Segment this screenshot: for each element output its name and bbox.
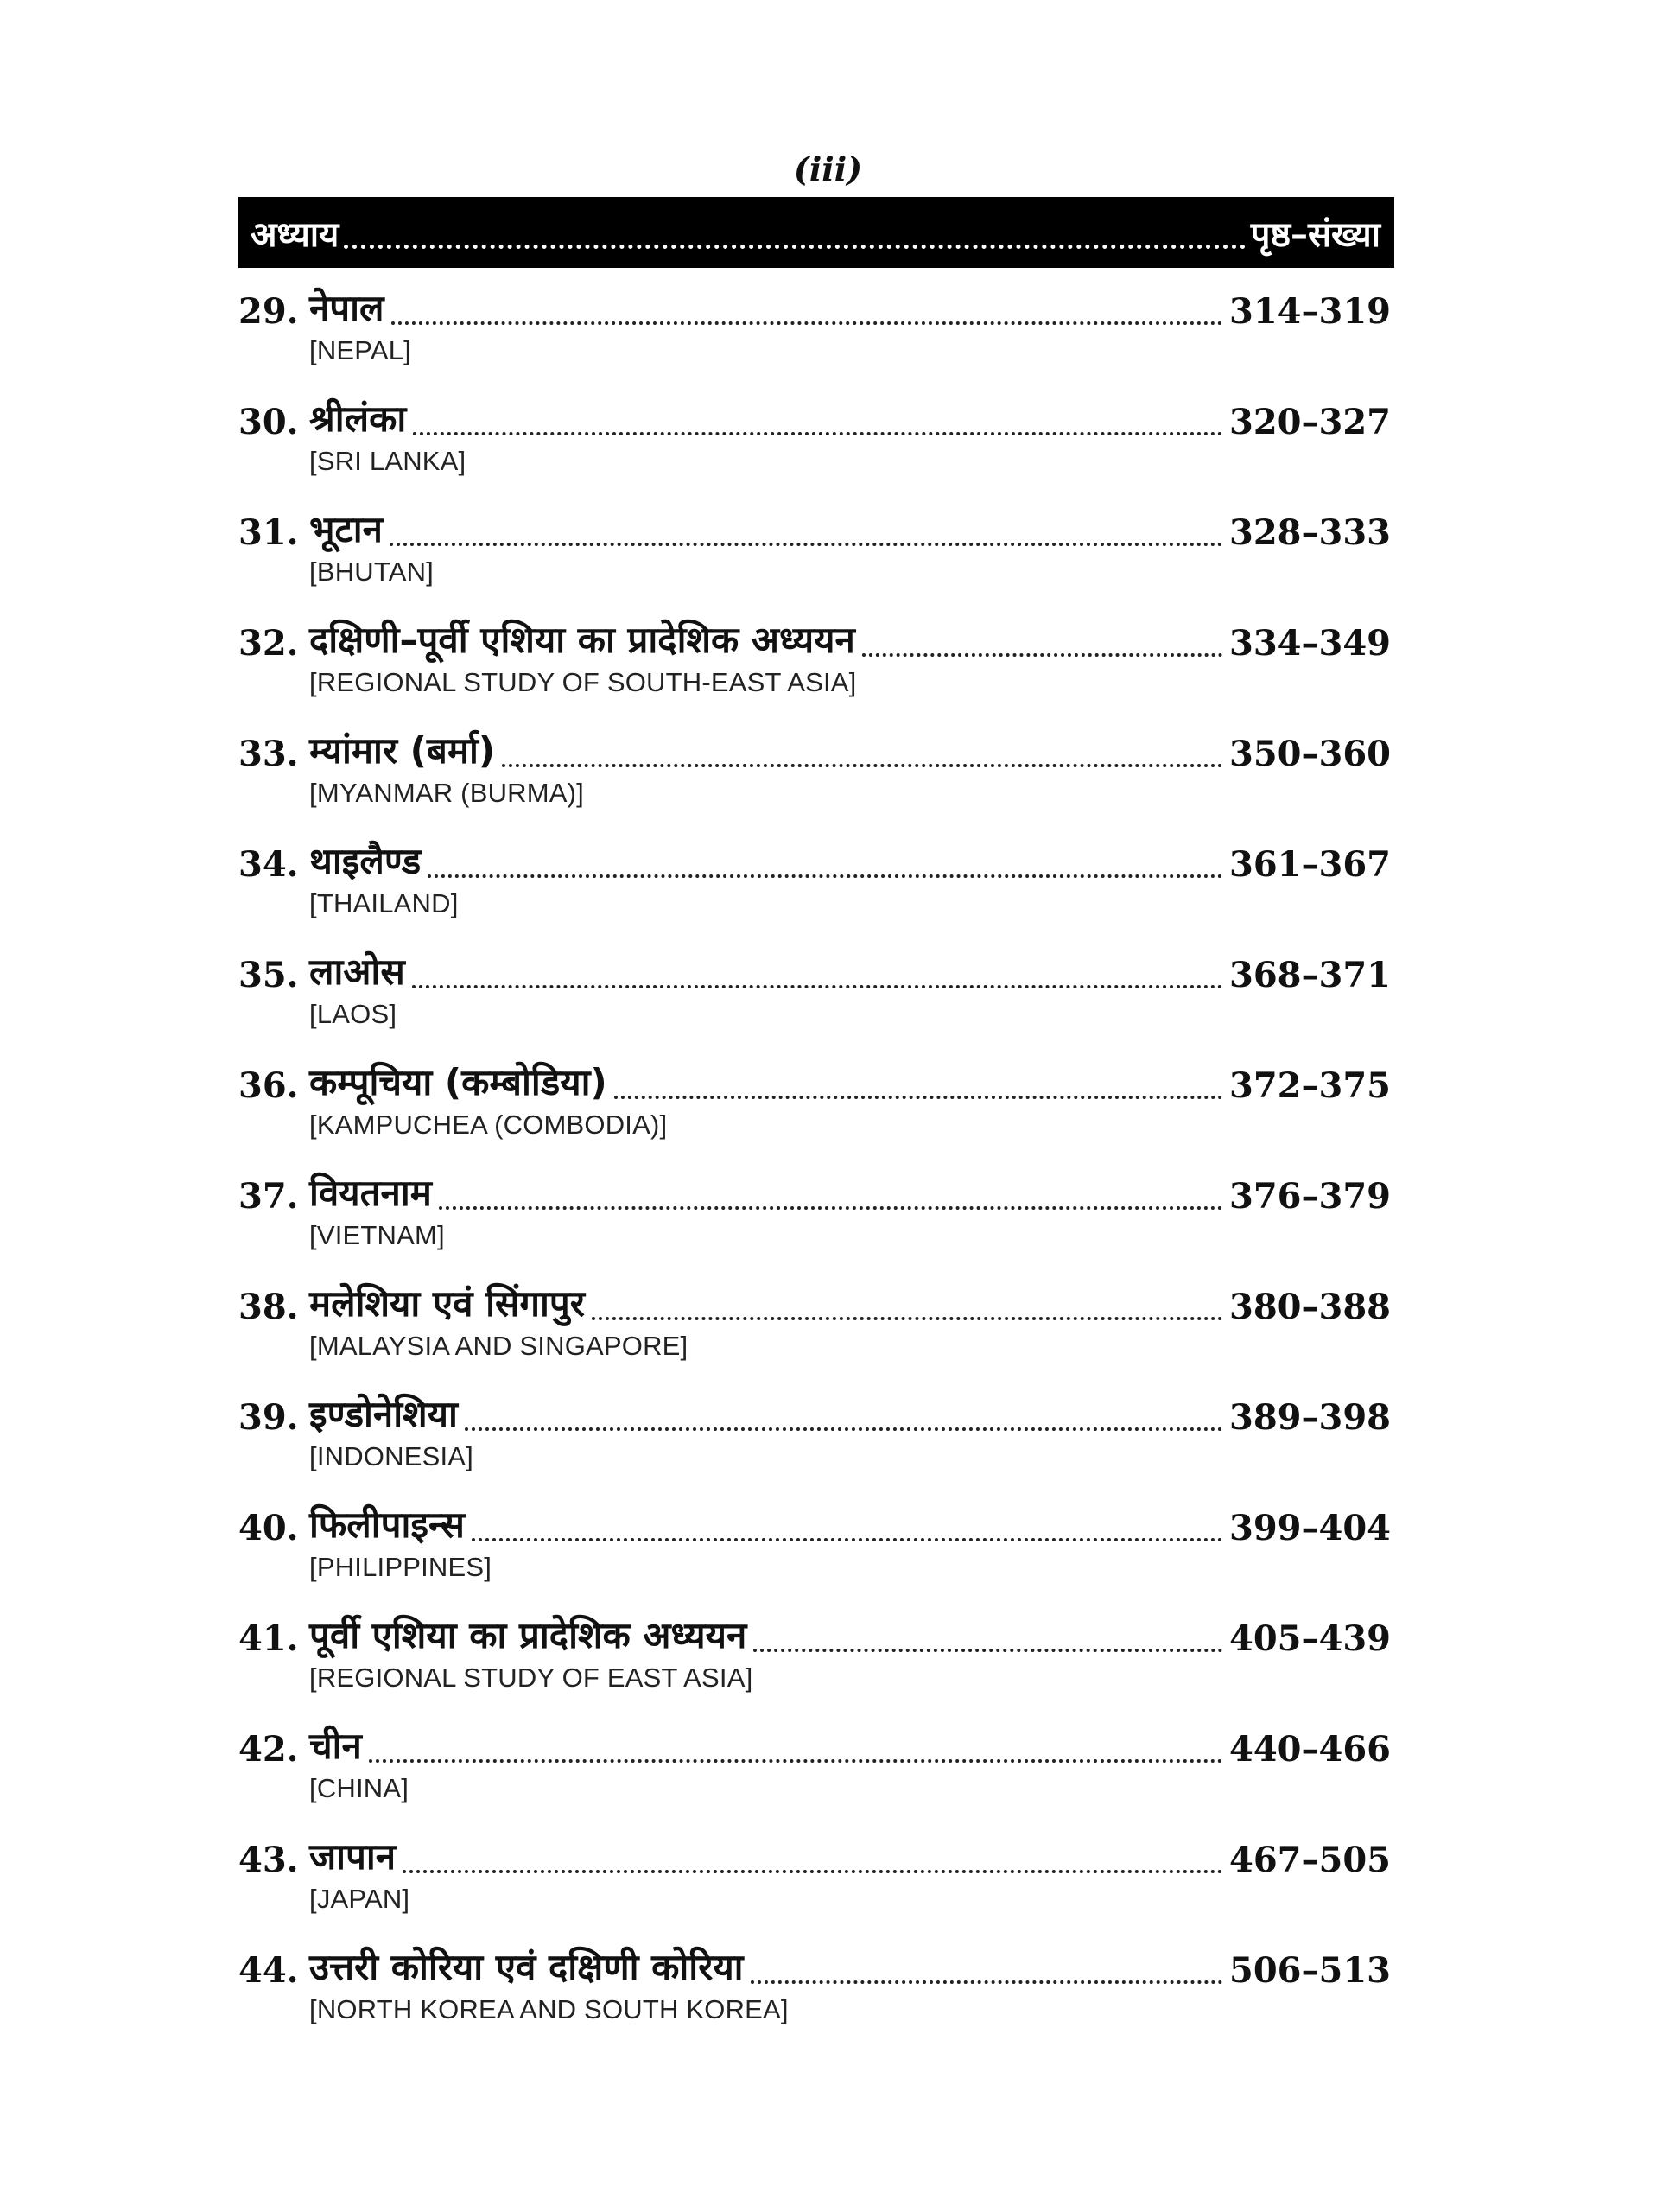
chapter-number: 32. [238, 623, 299, 664]
page-range: 405–439 [1229, 1618, 1391, 1659]
chapter-title-hindi: म्यांमार (बर्मा) [309, 729, 496, 772]
chapter-title-hindi: श्रीलंका [309, 397, 407, 440]
page-range: 376–379 [1229, 1176, 1391, 1217]
toc-entry [238, 828, 1391, 938]
toc-entry [238, 275, 1391, 385]
chapter-title-english: [BHUTAN] [309, 556, 434, 587]
dot-leader [390, 534, 1222, 546]
chapter-title-hindi: कम्पूचिया (कम्बोडिया) [309, 1061, 607, 1103]
chapter-title-english: [VIETNAM] [309, 1220, 445, 1250]
chapter-title-hindi: पूर्वी एशिया का प्रादेशिक अध्ययन [309, 1614, 747, 1656]
chapter-title-hindi: मलेशिया एवं सिंगापुर [309, 1282, 585, 1325]
dot-leader [862, 645, 1222, 657]
toc-entry [238, 607, 1391, 717]
chapter-number: 43. [238, 1840, 299, 1880]
chapter-title-english: [LAOS] [309, 999, 397, 1029]
chapter-title-english: [NEPAL] [309, 335, 411, 365]
dot-leader [751, 1972, 1222, 1984]
chapter-number: 42. [238, 1729, 299, 1770]
page-number: (iii) [793, 149, 863, 188]
toc-entry [238, 385, 1391, 496]
header-chapter-label: अध्याय [251, 214, 339, 255]
toc-entry [238, 1602, 1391, 1713]
chapter-number: 36. [238, 1065, 299, 1106]
chapter-number: 44. [238, 1950, 299, 1991]
page-range: 440–466 [1229, 1729, 1391, 1770]
chapter-title-english: [REGIONAL STUDY OF SOUTH-EAST ASIA] [309, 667, 857, 697]
dot-leader [439, 1198, 1222, 1210]
header-dot-leader [344, 207, 1245, 249]
dot-leader [403, 1861, 1222, 1873]
dot-leader [502, 755, 1222, 767]
chapter-number: 30. [238, 402, 299, 442]
chapter-title-hindi: थाइलैण्ड [309, 840, 422, 882]
dot-leader [391, 313, 1222, 325]
dot-leader [592, 1308, 1222, 1320]
dot-leader [428, 866, 1222, 878]
chapter-number: 38. [238, 1287, 299, 1327]
page-range: 380–388 [1229, 1287, 1391, 1327]
chapter-number: 29. [238, 291, 299, 332]
dot-leader [753, 1640, 1222, 1652]
page-range: 328–333 [1229, 512, 1391, 553]
page-range: 372–375 [1229, 1065, 1391, 1106]
toc-entry [238, 1049, 1391, 1160]
chapter-number: 35. [238, 955, 299, 995]
chapter-number: 40. [238, 1508, 299, 1548]
toc-entry [238, 1934, 1391, 2044]
page-range: 389–398 [1229, 1397, 1391, 1438]
chapter-title-hindi: उत्तरी कोरिया एवं दक्षिणी कोरिया [309, 1946, 744, 1988]
page-range: 399–404 [1229, 1508, 1391, 1548]
chapter-title-english: [THAILAND] [309, 888, 459, 918]
chapter-title-english: [KAMPUCHEA (COMBODIA)] [309, 1109, 668, 1140]
chapter-number: 41. [238, 1618, 299, 1659]
toc-header-bar [238, 197, 1394, 268]
chapter-title-english: [CHINA] [309, 1773, 409, 1803]
toc-entry [238, 1381, 1391, 1491]
chapter-title-hindi: दक्षिणी–पूर्वी एशिया का प्रादेशिक अध्ययन [309, 619, 855, 661]
chapter-title-hindi: जापान [309, 1835, 397, 1878]
chapter-number: 34. [238, 844, 299, 885]
chapter-title-english: [MALAYSIA AND SINGAPORE] [309, 1331, 688, 1361]
dot-leader [369, 1751, 1222, 1763]
chapter-title-english: [SRI LANKA] [309, 446, 466, 476]
dot-leader [413, 423, 1222, 435]
dot-leader [465, 1419, 1222, 1431]
chapter-title-hindi: इण्डोनेशिया [309, 1393, 458, 1435]
toc-entry [238, 1713, 1391, 1823]
toc-entry [238, 1823, 1391, 1934]
chapter-title-hindi: नेपाल [309, 287, 384, 329]
toc-entry [238, 938, 1391, 1049]
toc-entry [238, 496, 1391, 607]
chapter-title-hindi: वियतनाम [309, 1172, 432, 1214]
chapter-number: 39. [238, 1397, 299, 1438]
page-range: 467–505 [1229, 1840, 1391, 1880]
page-range: 320–327 [1229, 402, 1391, 442]
chapter-title-english: [REGIONAL STUDY OF EAST ASIA] [309, 1662, 753, 1693]
toc-entry [238, 1270, 1391, 1381]
page-range: 314–319 [1229, 291, 1391, 332]
toc-entry [238, 1491, 1391, 1602]
dot-leader [472, 1529, 1222, 1541]
chapter-title-hindi: चीन [309, 1725, 362, 1767]
chapter-title-english: [MYANMAR (BURMA)] [309, 778, 584, 808]
chapter-title-english: [PHILIPPINES] [309, 1552, 492, 1582]
chapter-number: 33. [238, 734, 299, 774]
chapter-title-english: [INDONESIA] [309, 1441, 473, 1471]
dot-leader [614, 1087, 1222, 1099]
chapter-number: 37. [238, 1176, 299, 1217]
dot-leader [412, 976, 1222, 988]
page-range: 350–360 [1229, 734, 1391, 774]
page-range: 368–371 [1229, 955, 1391, 995]
header-page-count-label: पृष्ठ–संख्या [1250, 214, 1380, 255]
page-range: 506–513 [1229, 1950, 1391, 1991]
chapter-title-hindi: भूटान [309, 508, 383, 550]
chapter-title-english: [JAPAN] [309, 1884, 410, 1914]
table-of-contents [238, 275, 1391, 2044]
page-range: 334–349 [1229, 623, 1391, 664]
chapter-number: 31. [238, 512, 299, 553]
toc-entry [238, 1160, 1391, 1270]
chapter-title-english: [NORTH KOREA AND SOUTH KOREA] [309, 1994, 789, 2024]
page-range: 361–367 [1229, 844, 1391, 885]
toc-entry [238, 717, 1391, 828]
chapter-title-hindi: लाओस [309, 950, 405, 993]
chapter-title-hindi: फिलीपाइन्स [309, 1503, 465, 1546]
